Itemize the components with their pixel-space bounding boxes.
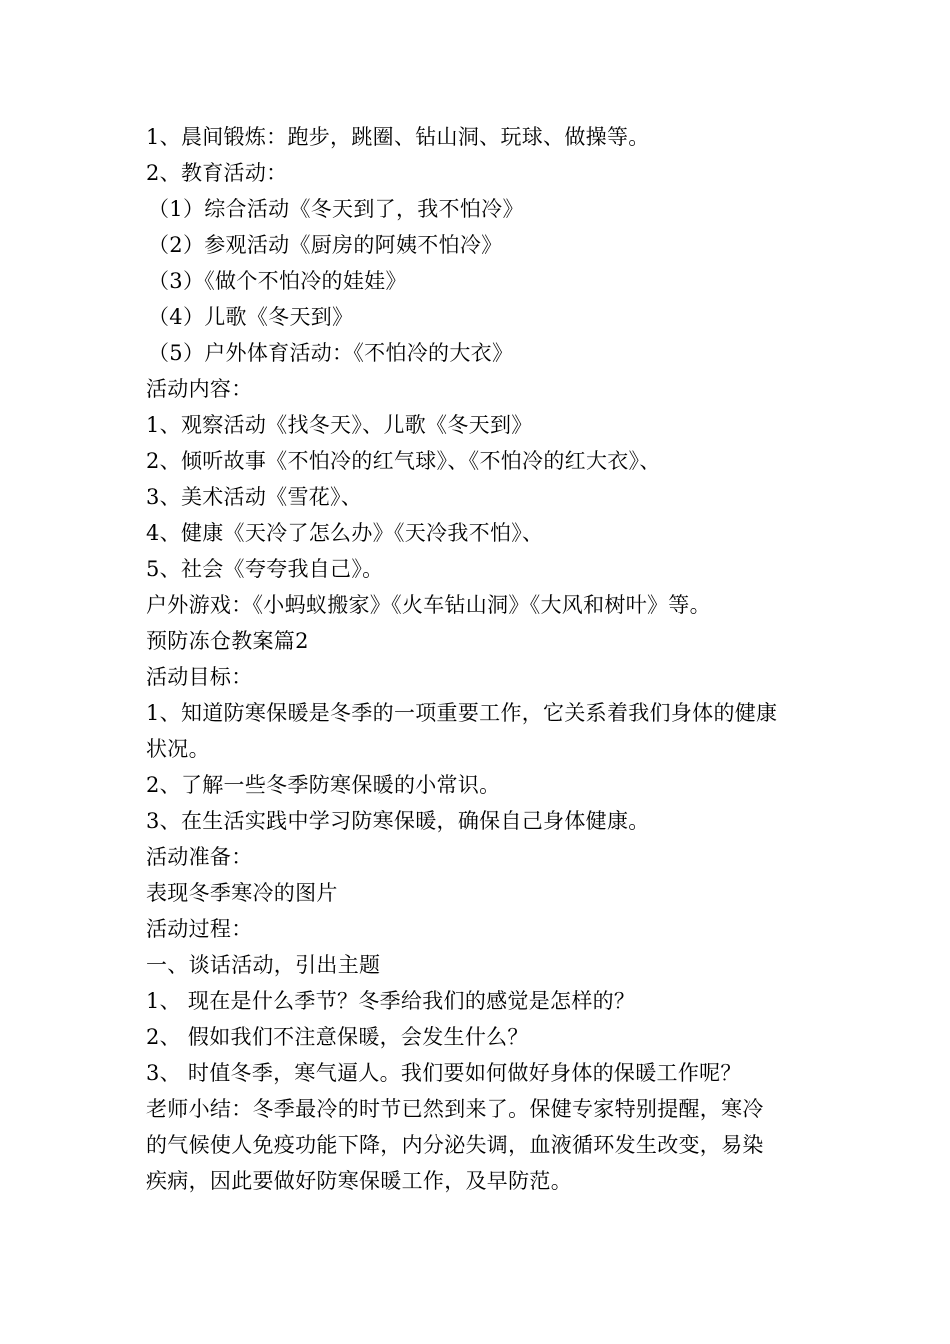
text-line: 5、社会《夸夸我自己》。: [146, 557, 384, 581]
text-line: 2、 假如我们不注意保暖，会发生什么？: [146, 1025, 529, 1049]
text-line: 1、晨间锻炼：跑步，跳圈、钻山洞、玩球、做操等。: [146, 125, 650, 149]
text-line: 疾病，因此要做好防寒保暖工作，及早防范。: [146, 1169, 572, 1193]
text-line: 3、 时值冬季，寒气逼人。我们要如何做好身体的保暖工作呢？: [146, 1061, 742, 1085]
text-line: 一、谈话活动，引出主题: [146, 953, 381, 977]
text-line: （4）儿歌《冬天到》: [148, 305, 354, 329]
text-line: （3）《做个不怕冷的娃娃》: [148, 269, 407, 293]
text-line: 2、了解一些冬季防寒保暖的小常识。: [146, 773, 501, 797]
text-line: 4、健康《天冷了怎么办》《天冷我不怕》、: [146, 521, 544, 545]
text-line: 状况。: [146, 737, 210, 761]
text-line: （5）户外体育活动：《不怕冷的大衣》: [148, 341, 514, 365]
text-line: 的气候使人免疫功能下降，内分泌失调，血液循环发生改变，易染: [146, 1133, 764, 1157]
text-line: 表现冬季寒冷的图片: [146, 881, 338, 905]
text-line: 1、观察活动《找冬天》、儿歌《冬天到》: [146, 413, 533, 437]
section-heading: 活动目标：: [146, 665, 253, 689]
text-line: 户外游戏：《小蚂蚁搬家》《火车钻山洞》《大风和树叶》等。: [146, 593, 711, 617]
text-line: 1、知道防寒保暖是冬季的一项重要工作，它关系着我们身体的健康: [146, 701, 778, 725]
section-heading: 活动准备：: [146, 845, 253, 869]
document-body: [146, 119, 811, 1199]
text-line: 老师小结：冬季最冷的时节已然到来了。保健专家特别提醒，寒冷: [146, 1097, 764, 1121]
text-line: 1、 现在是什么季节？冬季给我们的感觉是怎样的？: [146, 989, 636, 1013]
text-line: 3、美术活动《雪花》、: [146, 485, 363, 509]
text-line: （2）参观活动《厨房的阿姨不怕冷》: [148, 233, 503, 257]
text-line: 2、倾听故事《不怕冷的红气球》、《不怕冷的红大衣》、: [146, 449, 661, 473]
text-line: 3、在生活实践中学习防寒保暖，确保自己身体健康。: [146, 809, 650, 833]
section-heading: 活动内容：: [146, 377, 253, 401]
section-heading: 活动过程：: [146, 917, 253, 941]
article-heading: 预防冻仓教案篇2: [146, 629, 309, 653]
text-line: （1）综合活动《冬天到了，我不怕冷》: [148, 197, 524, 221]
text-line: 2、教育活动：: [146, 161, 288, 185]
